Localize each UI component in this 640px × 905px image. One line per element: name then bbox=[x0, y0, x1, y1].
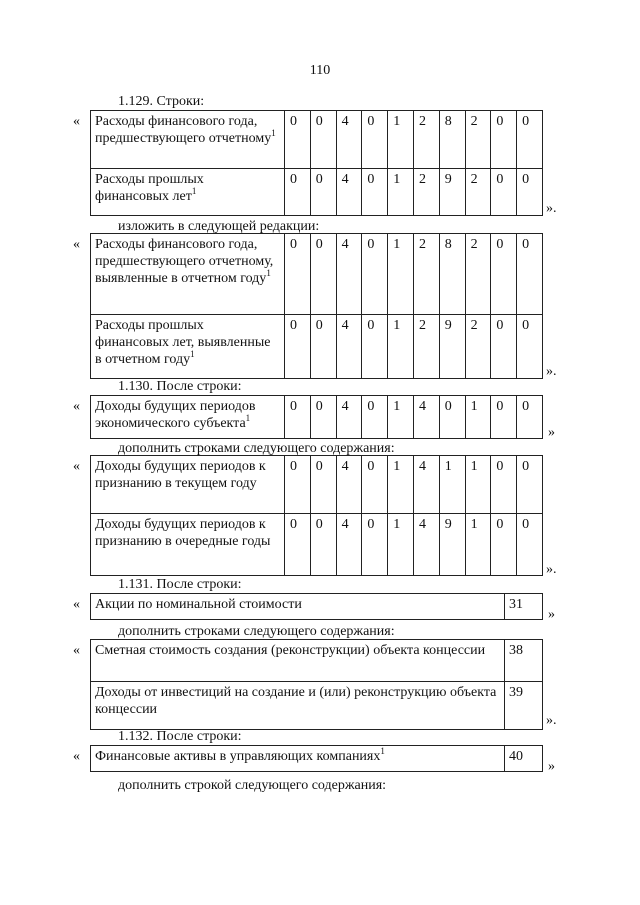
code-digit: 1 bbox=[388, 514, 414, 576]
code-digit: 9 bbox=[439, 315, 465, 379]
close-quote: ». bbox=[546, 201, 557, 216]
code-digit: 1 bbox=[388, 396, 414, 439]
code-digit: 0 bbox=[362, 234, 388, 315]
open-quote: « bbox=[73, 237, 80, 252]
table-1-130-old bbox=[90, 395, 543, 439]
open-quote: « bbox=[73, 114, 80, 129]
code-digit: 2 bbox=[413, 315, 439, 379]
row-code: 40 bbox=[505, 746, 543, 772]
row-code: 31 bbox=[505, 594, 543, 620]
code-digit: 0 bbox=[517, 315, 543, 379]
code-digit: 8 bbox=[439, 111, 465, 169]
code-digit: 1 bbox=[388, 315, 414, 379]
code-digit: 4 bbox=[413, 514, 439, 576]
row-label: Доходы будущих периодов экономического субъекта$^1$ bbox=[91, 396, 285, 439]
section-1-131-heading: 1.131. После строки: bbox=[118, 577, 242, 592]
code-digit: 0 bbox=[310, 514, 336, 576]
row-label: Расходы прошлых финансовых лет$^1$ bbox=[91, 169, 285, 216]
code-digit: 0 bbox=[310, 111, 336, 169]
code-digit: 2 bbox=[413, 234, 439, 315]
code-digit: 0 bbox=[491, 315, 517, 379]
code-digit: 4 bbox=[413, 456, 439, 514]
connector-text: дополнить строками следующего содержания: bbox=[118, 441, 395, 456]
code-digit: 0 bbox=[517, 396, 543, 439]
code-digit: 1 bbox=[388, 169, 414, 216]
code-digit: 2 bbox=[465, 111, 491, 169]
code-digit: 0 bbox=[285, 456, 311, 514]
code-digit: 1 bbox=[465, 456, 491, 514]
table-row bbox=[91, 234, 543, 315]
code-digit: 4 bbox=[413, 396, 439, 439]
code-digit: 0 bbox=[362, 111, 388, 169]
close-quote: ». bbox=[546, 562, 557, 577]
code-digit: 2 bbox=[465, 234, 491, 315]
table-1-129-old bbox=[90, 110, 543, 216]
code-digit: 2 bbox=[465, 169, 491, 216]
code-digit: 0 bbox=[491, 234, 517, 315]
row-code: 38 bbox=[505, 640, 543, 682]
code-digit: 2 bbox=[413, 111, 439, 169]
code-digit: 0 bbox=[517, 514, 543, 576]
row-label: Сметная стоимость создания (реконструкции) объекта концессии bbox=[91, 640, 505, 682]
code-digit: 8 bbox=[439, 234, 465, 315]
code-digit: 0 bbox=[517, 234, 543, 315]
connector-text: дополнить строками следующего содержания: bbox=[118, 624, 395, 639]
code-digit: 4 bbox=[336, 234, 362, 315]
code-digit: 0 bbox=[517, 456, 543, 514]
close-quote: ». bbox=[546, 364, 557, 379]
code-digit: 1 bbox=[439, 456, 465, 514]
code-digit: 0 bbox=[310, 396, 336, 439]
code-digit: 4 bbox=[336, 111, 362, 169]
code-digit: 4 bbox=[336, 514, 362, 576]
code-digit: 0 bbox=[439, 396, 465, 439]
table-1-131-old bbox=[90, 593, 543, 620]
row-label: Акции по номинальной стоимости bbox=[91, 594, 505, 620]
table-row bbox=[91, 640, 543, 682]
code-digit: 4 bbox=[336, 315, 362, 379]
page-number: 110 bbox=[309, 63, 331, 78]
connector-text: изложить в следующей редакции: bbox=[118, 219, 320, 234]
table-row bbox=[91, 746, 543, 772]
open-quote: « bbox=[73, 643, 80, 658]
row-label: Расходы финансового года, предшествующего отчетному, выявленные в отчетном году$^1$ bbox=[91, 234, 285, 315]
code-digit: 0 bbox=[491, 514, 517, 576]
code-digit: 0 bbox=[285, 396, 311, 439]
open-quote: « bbox=[73, 749, 80, 764]
code-digit: 0 bbox=[491, 456, 517, 514]
code-digit: 0 bbox=[310, 234, 336, 315]
close-quote: » bbox=[548, 607, 555, 622]
table-row bbox=[91, 315, 543, 379]
open-quote: « bbox=[73, 399, 80, 414]
code-digit: 0 bbox=[285, 169, 311, 216]
code-digit: 0 bbox=[362, 456, 388, 514]
row-label: Расходы финансового года, предшествующего отчетному$^1$ bbox=[91, 111, 285, 169]
code-digit: 1 bbox=[465, 396, 491, 439]
code-digit: 4 bbox=[336, 169, 362, 216]
table-row bbox=[91, 682, 543, 730]
code-digit: 0 bbox=[285, 315, 311, 379]
table-row bbox=[91, 594, 543, 620]
row-label: Финансовые активы в управляющих компаниях$^1$ bbox=[91, 746, 505, 772]
code-digit: 0 bbox=[491, 111, 517, 169]
code-digit: 1 bbox=[388, 234, 414, 315]
code-digit: 0 bbox=[285, 111, 311, 169]
code-digit: 0 bbox=[491, 169, 517, 216]
row-label: Доходы от инвестиций на создание и (или) реконструкцию объекта концессии bbox=[91, 682, 505, 730]
open-quote: « bbox=[73, 459, 80, 474]
row-label: Расходы прошлых финансовых лет, выявленные в отчетном году$^1$ bbox=[91, 315, 285, 379]
code-digit: 2 bbox=[465, 315, 491, 379]
row-label: Доходы будущих периодов к признанию в текущем году bbox=[91, 456, 285, 514]
connector-text: дополнить строкой следующего содержания: bbox=[118, 778, 387, 793]
code-digit: 9 bbox=[439, 169, 465, 216]
table-row bbox=[91, 514, 543, 576]
code-digit: 4 bbox=[336, 456, 362, 514]
table-1-132-old bbox=[90, 745, 543, 772]
code-digit: 1 bbox=[388, 456, 414, 514]
table-row bbox=[91, 456, 543, 514]
code-digit: 0 bbox=[310, 315, 336, 379]
code-digit: 1 bbox=[465, 514, 491, 576]
code-digit: 0 bbox=[285, 514, 311, 576]
section-1-129-heading: 1.129. Строки: bbox=[118, 94, 205, 109]
code-digit: 4 bbox=[336, 396, 362, 439]
table-row bbox=[91, 396, 543, 439]
open-quote: « bbox=[73, 597, 80, 612]
table-1-129-new bbox=[90, 233, 543, 379]
table-row bbox=[91, 111, 543, 169]
code-digit: 0 bbox=[362, 396, 388, 439]
table-row bbox=[91, 169, 543, 216]
close-quote: » bbox=[548, 759, 555, 774]
code-digit: 0 bbox=[285, 234, 311, 315]
section-1-132-heading: 1.132. После строки: bbox=[118, 729, 242, 744]
code-digit: 0 bbox=[362, 169, 388, 216]
close-quote: ». bbox=[546, 713, 557, 728]
table-1-131-new bbox=[90, 639, 543, 730]
code-digit: 0 bbox=[362, 514, 388, 576]
code-digit: 0 bbox=[517, 111, 543, 169]
code-digit: 1 bbox=[388, 111, 414, 169]
code-digit: 0 bbox=[310, 169, 336, 216]
code-digit: 0 bbox=[491, 396, 517, 439]
code-digit: 9 bbox=[439, 514, 465, 576]
code-digit: 2 bbox=[413, 169, 439, 216]
row-code: 39 bbox=[505, 682, 543, 730]
section-1-130-heading: 1.130. После строки: bbox=[118, 379, 242, 394]
close-quote: » bbox=[548, 425, 555, 440]
table-1-130-new bbox=[90, 455, 543, 576]
code-digit: 0 bbox=[517, 169, 543, 216]
code-digit: 0 bbox=[310, 456, 336, 514]
row-label: Доходы будущих периодов к признанию в очередные годы bbox=[91, 514, 285, 576]
code-digit: 0 bbox=[362, 315, 388, 379]
